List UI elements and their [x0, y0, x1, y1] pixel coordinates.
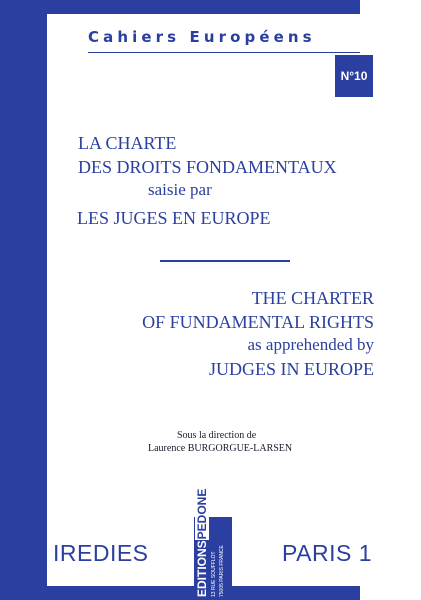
institute-name: IREDIES: [53, 540, 149, 566]
title-en-line-3: as apprehended by: [247, 335, 374, 354]
publisher-word-pedone: PEDONE: [195, 488, 209, 540]
title-fr-line-4: LES JUGES EN EUROPE: [77, 208, 271, 228]
publisher-address-city: 75005 PARIS FRANCE: [219, 545, 225, 597]
direction-label: Sous la direction de: [177, 430, 257, 441]
university-name: PARIS 1: [282, 540, 372, 566]
title-divider: [160, 260, 290, 262]
title-en-line-4: JUDGES IN EUROPE: [208, 359, 374, 379]
publisher-name: [195, 488, 209, 597]
left-color-band: [0, 0, 47, 600]
editor-name: Laurence BURGORGUE-LARSEN: [148, 443, 293, 454]
title-fr-line-2: DES DROITS FONDAMENTAUX: [78, 157, 337, 177]
publisher-logo: [194, 488, 232, 600]
publisher-address-street: 13 RUE SOUFFLOT: [211, 551, 217, 597]
title-fr-line-3: saisie par: [148, 180, 212, 199]
title-fr-line-1: LA CHARTE: [78, 133, 177, 153]
series-underline: [88, 52, 360, 53]
volume-number-badge: N°10: [335, 55, 373, 97]
publisher-word-editions: EDITIONS: [195, 540, 209, 597]
top-color-bar: [47, 0, 360, 14]
series-title: Cahiers Européens: [88, 28, 316, 46]
title-en-line-1: THE CHARTER: [251, 288, 374, 308]
publisher-logo-text: [194, 488, 232, 600]
title-en-line-2: OF FUNDAMENTAL RIGHTS: [142, 312, 374, 332]
